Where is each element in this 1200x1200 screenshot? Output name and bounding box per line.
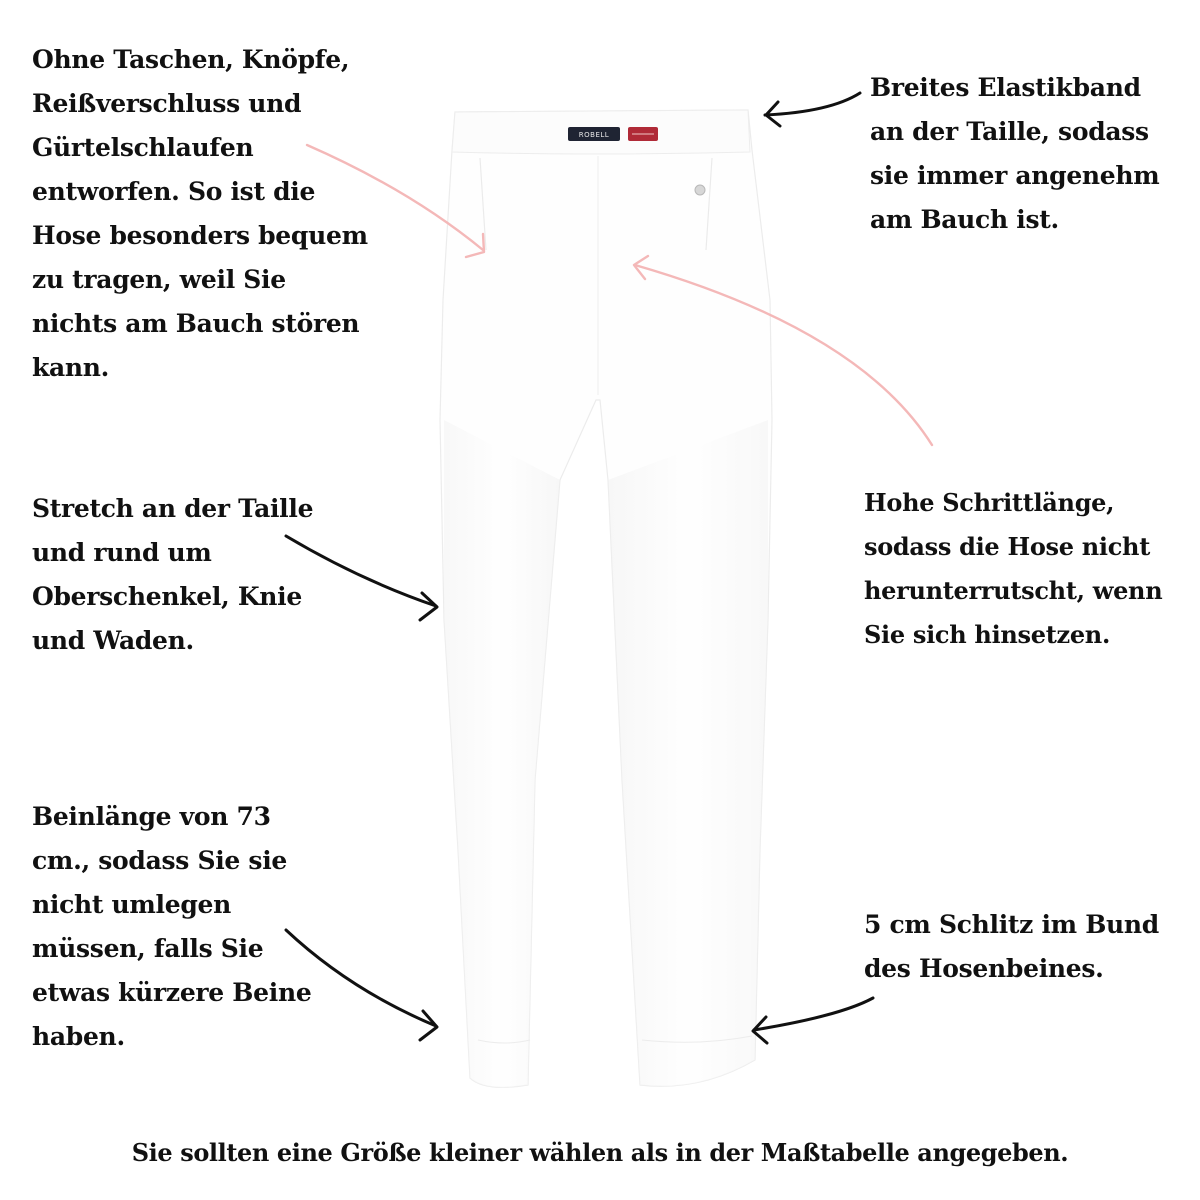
arrow-top-right <box>765 93 860 126</box>
arrow-bottom-right <box>753 998 873 1043</box>
annotation-hem-slit: 5 cm Schlitz im Bund des Hosenbeines. <box>864 910 1159 983</box>
annotation-stretch: Stretch an der Taille und rund um Oberschenkel, Knie und Waden. <box>32 494 314 655</box>
annotation-no-pockets: Ohne Taschen, Knöpfe, Reißverschluss und Gürtelschlaufen entworfen. So ist die Hose besonders bequem zu tragen, weil Sie nichts am Bauch stören kann. <box>32 45 368 382</box>
rivet <box>695 185 705 195</box>
size-advice-footer: Sie sollten eine Größe kleiner wählen als in der Maßtabelle angegeben. <box>131 1138 1069 1167</box>
right-leg-shade <box>608 420 768 1086</box>
annotation-leg-length: Beinlänge von 73 cm., sodass Sie sie nicht umlegen müssen, falls Sie etwas kürzere Beine haben. <box>32 802 312 1051</box>
left-leg-shade <box>444 420 560 1087</box>
brand-label-text: ROBELL <box>578 131 610 139</box>
annotation-high-rise: Hohe Schrittlänge, sodass die Hose nicht herunterrutscht, wenn Sie sich hinsetzen. <box>864 488 1163 649</box>
annotation-elastic-waistband: Breites Elastikband an der Taille, sodass sie immer angenehm am Bauch ist. <box>870 73 1160 234</box>
